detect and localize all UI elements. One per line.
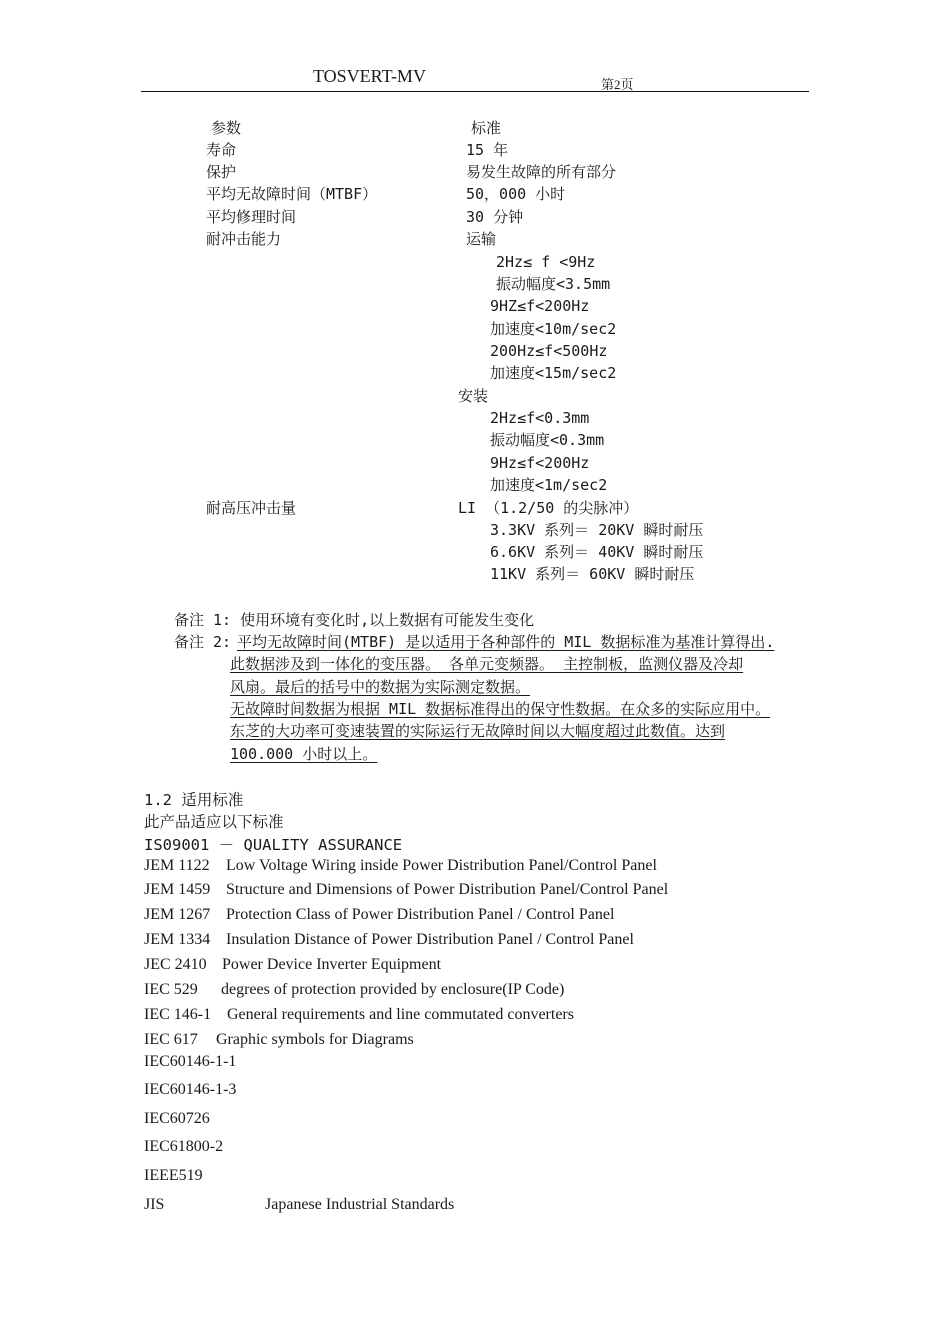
standard-code: JEM 1267 bbox=[144, 906, 211, 923]
col-standard-heading: 标准 bbox=[471, 119, 502, 137]
note-2-prefix: 备注 2: bbox=[174, 633, 232, 651]
install-line: 振动幅度<0.3mm bbox=[490, 431, 605, 449]
impulse-line: 6.6KV 系列＝ 40KV 瞬时耐压 bbox=[490, 543, 704, 561]
transport-line: 9HZ≤f<200Hz bbox=[490, 297, 590, 315]
standard-desc: Protection Class of Power Distribution Panel / Control Panel bbox=[226, 906, 615, 923]
standard-desc: Graphic symbols for Diagrams bbox=[216, 1031, 414, 1048]
note-2-line: 无故障时间数据为根据 MIL 数据标准得出的保守性数据。在众多的实际应用中。 bbox=[230, 700, 771, 718]
standard-code: IEC 617 bbox=[144, 1031, 198, 1048]
impulse-line: 3.3KV 系列＝ 20KV 瞬时耐压 bbox=[490, 521, 704, 539]
install-line: 加速度<1m/sec2 bbox=[490, 476, 608, 494]
standard-extra: IEC60146-1-1 bbox=[144, 1053, 237, 1070]
header-rule bbox=[141, 91, 809, 92]
install-line: 9Hz≤f<200Hz bbox=[490, 454, 590, 472]
mtbf-label: 平均无故障时间（MTBF） bbox=[206, 185, 378, 203]
life-value: 15 年 bbox=[466, 141, 509, 159]
standard-desc: Low Voltage Wiring inside Power Distribution Panel/Control Panel bbox=[226, 857, 657, 874]
col-param-heading: 参数 bbox=[211, 119, 242, 137]
note-2-line: 平均无故障时间(MTBF) 是以适用于各种部件的 MIL 数据标准为基准计算得出. bbox=[237, 633, 775, 651]
impulse-label: 耐高压冲击量 bbox=[206, 499, 297, 517]
standard-extra: IEEE519 bbox=[144, 1167, 203, 1184]
install-label: 安装 bbox=[458, 387, 489, 405]
mttr-label: 平均修理时间 bbox=[206, 208, 297, 226]
standard-extra: IEC60726 bbox=[144, 1110, 210, 1127]
standard-code: JEM 1122 bbox=[144, 857, 210, 874]
shock-label: 耐冲击能力 bbox=[206, 230, 282, 248]
standards-intro: 此产品适应以下标准 bbox=[144, 813, 284, 831]
transport-line: 加速度<10m/sec2 bbox=[490, 320, 617, 338]
standard-extra: IEC60146-1-3 bbox=[144, 1081, 237, 1098]
section-heading: 1.2 适用标准 bbox=[144, 791, 244, 809]
standard-desc: Structure and Dimensions of Power Distribution Panel/Control Panel bbox=[226, 881, 669, 898]
mttr-value: 30 分钟 bbox=[466, 208, 524, 226]
impulse-line: 11KV 系列＝ 60KV 瞬时耐压 bbox=[490, 565, 695, 583]
standard-code: JEC 2410 bbox=[144, 956, 207, 973]
install-line: 2Hz≤f<0.3mm bbox=[490, 409, 590, 427]
note-2-line: 风扇。最后的括号中的数据为实际测定数据。 bbox=[230, 678, 531, 696]
mtbf-value: 50，000 小时 bbox=[466, 185, 566, 203]
standard-desc: degrees of protection provided by enclosure(IP Code) bbox=[221, 981, 565, 998]
note-2-line: 东芝的大功率可变速装置的实际运行无故障时间以大幅度超过此数值。达到 bbox=[230, 722, 726, 740]
standard-code: IEC 146-1 bbox=[144, 1006, 212, 1023]
standard-code: JIS bbox=[144, 1196, 165, 1213]
standard-code: JEM 1334 bbox=[144, 931, 211, 948]
iso-standard: IS09001 － QUALITY ASSURANCE bbox=[144, 836, 403, 854]
transport-line: 加速度<15m/sec2 bbox=[490, 364, 617, 382]
standard-desc: Insulation Distance of Power Distribution Panel / Control Panel bbox=[226, 931, 634, 948]
note-2-line: 此数据涉及到一体化的变压器。 各单元变频器。 主控制板，监测仪器及冷却 bbox=[230, 655, 744, 673]
protect-value: 易发生故障的所有部分 bbox=[466, 163, 617, 181]
life-label: 寿命 bbox=[206, 141, 237, 159]
note-1: 备注 1: 使用环境有变化时,以上数据有可能发生变化 bbox=[174, 611, 535, 629]
impulse-value: LI （1.2/50 的尖脉冲） bbox=[458, 499, 639, 517]
document-title: TOSVERT-MV bbox=[313, 66, 426, 86]
transport-line: 振动幅度<3.5mm bbox=[496, 275, 611, 293]
standard-desc: Power Device Inverter Equipment bbox=[222, 956, 442, 973]
protect-label: 保护 bbox=[206, 163, 237, 181]
standard-code: JEM 1459 bbox=[144, 881, 211, 898]
standard-extra: IEC61800-2 bbox=[144, 1138, 224, 1155]
standard-code: IEC 529 bbox=[144, 981, 198, 998]
shock-value: 运输 bbox=[466, 230, 497, 248]
note-2-line: 100.000 小时以上。 bbox=[230, 745, 378, 763]
standard-desc: General requirements and line commutated converters bbox=[227, 1006, 574, 1023]
standard-desc: Japanese Industrial Standards bbox=[265, 1196, 455, 1213]
transport-line: 200Hz≤f<500Hz bbox=[490, 342, 608, 360]
transport-line: 2Hz≤ f <9Hz bbox=[496, 253, 596, 271]
page-number: 第2页 bbox=[601, 77, 634, 92]
